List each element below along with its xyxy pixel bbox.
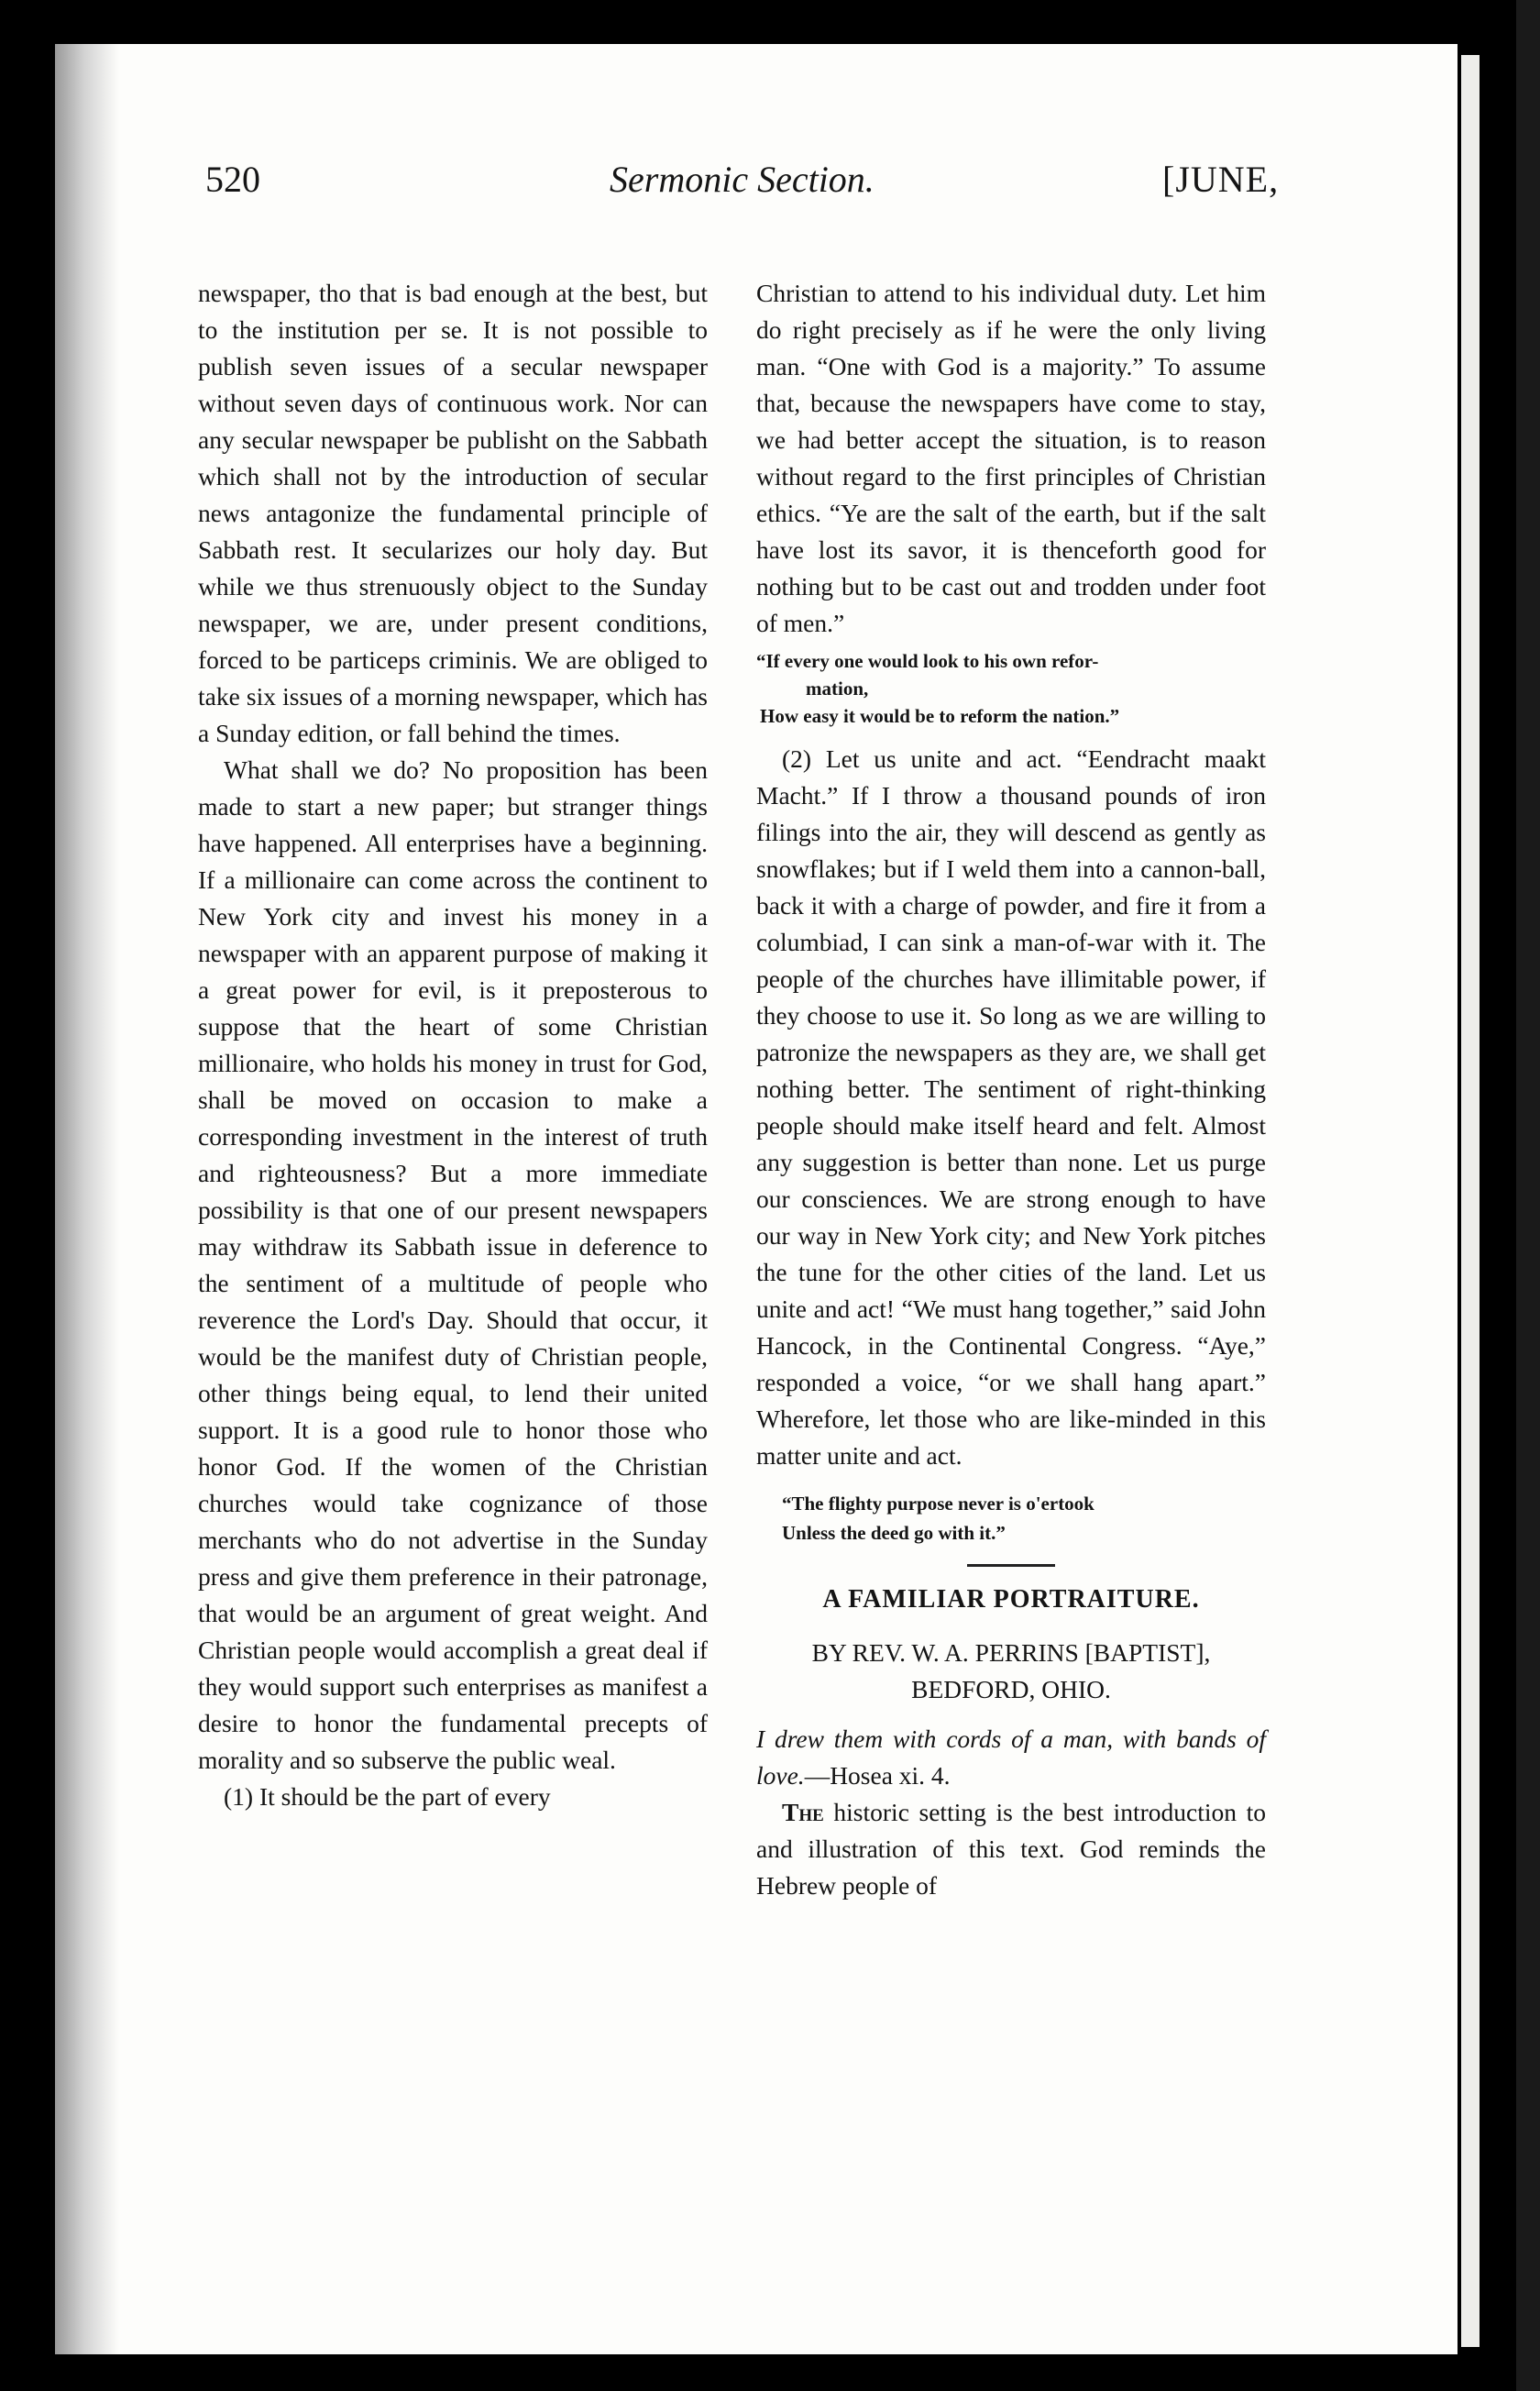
epigraph-text: I drew them with cords of a man, with bands of love. [756,1724,1266,1790]
section-title: Sermonic Section. [610,159,874,200]
paragraph: Christian to attend to his individual duty. Let him do right precisely as if he were the only living man. “One with God is a majority.” To assume that, because the newspapers have come to stay, we had better accept the situation, is to reason without regard to the first principles of Christian ethics. “Ye are the salt of the earth, but if the salt have lost its savor, it is thenceforth good for nothing but to be cast out and trodden under foot of men.” [756,279,1266,637]
epigraph-reference: —Hosea xi. 4. [804,1761,951,1790]
opening-word: The [782,1798,824,1826]
left-column [198,275,708,1815]
running-header [0,158,1540,213]
quote-line: How easy it would be to reform the nation.” [760,705,1120,727]
quote-line: mation, [806,678,869,700]
verse-quote [782,1489,1266,1548]
verse-quote [756,647,1266,730]
adjacent-page-edge [1461,55,1480,2347]
paragraph: What shall we do? No proposition has been made to start a new paper; but stranger things have happened. All enterprises have a beginning. If a millionaire can come across the continent to New York city and invest his money in a newspaper with an apparent purpose of making it a great power for evil, is it preposterous to suppose that the heart of some Christian millionaire, who holds his money in trust for God, shall be moved on occasion to make a corresponding investment in the interest of truth and righteousness? But a more immediate possibility is that one of our present newspapers may withdraw its Sabbath issue in deference to the sentiment of a multitude of people who reverence the Lord's Day. Should that occur, it would be the manifest duty of Christian people, other things being equal, to lend their united support. It is a good rule to honor those who honor God. If the women of the Christian churches would take cognizance of those merchants who do not advertise in the Sunday press and give them preference in their patronage, that would be an argument of great weight. And Christian people would accomplish a great deal if they would support such enterprises as manifest a desire to honor the fundamental precepts of morality and so subserve the public weal. [198,755,708,1774]
article-title: A FAMILIAR PORTRAITURE. [822,1585,1200,1614]
quote-line: “If every one would look to his own refor- [756,650,1099,672]
paragraph: newspaper, tho that is bad enough at the best, but to the institution per se. It is not possible to publish seven issues of a secular newspaper without seven days of continuous work. Nor can any secular newspaper be publisht on the Sabbath which shall not by the introduction of secular news antagonize the fundamental principle of Sabbath rest. It secularizes our holy day. But while we thus strenuously object to the Sunday newspaper, we are, under present conditions, forced to be particeps criminis. We are obliged to take six issues of a morning newspaper, which has a Sunday edition, or fall behind the times. [198,279,708,747]
byline-location: BEDFORD, OHIO. [911,1675,1111,1703]
byline-author: BY REV. W. A. PERRINS [BAPTIST], [811,1638,1211,1667]
epigraph [756,1721,1266,1794]
opening-paragraph [756,1794,1266,1904]
quote-line: “The flighty purpose never is o'ertook [782,1493,1094,1515]
header-month: [JUNE, [1162,159,1280,200]
section-divider [967,1564,1055,1567]
page-number: 520 [205,159,260,200]
paragraph: (1) It should be the part of every [224,1782,551,1811]
binding-gutter [55,44,119,2354]
byline [756,1635,1266,1708]
opening-text: historic setting is the best introduction to and illustration of this text. God reminds the Hebrew people of [756,1798,1266,1900]
quote-line: Unless the deed go with it.” [782,1522,1006,1544]
scan-border [1516,0,1540,2391]
paragraph: (2) Let us unite and act. “Eendracht maakt Macht.” If I throw a thousand pounds of iron filings into the air, they will descend as gently as snowflakes; but if I weld them into a cannon-ball, back it with a charge of powder, and fire it from a columbiad, I can sink a man-of-war with it. The people of the churches have illimitable power, if they choose to use it. So long as we are willing to patronize the newspapers as they are, we shall get nothing better. The sentiment of right-thinking people should make itself heard and felt. Almost any suggestion is better than none. Let us purge our consciences. We are strong enough to have our way in New York city; and New York pitches the tune for the other cities of the land. Let us unite and act! “We must hang together,” said John Hancock, in the Continental Congress. “Aye,” responded a voice, “or we shall hang apart.” Wherefore, let those who are like-minded in this matter unite and act. [756,744,1266,1470]
right-column [756,275,1266,1904]
